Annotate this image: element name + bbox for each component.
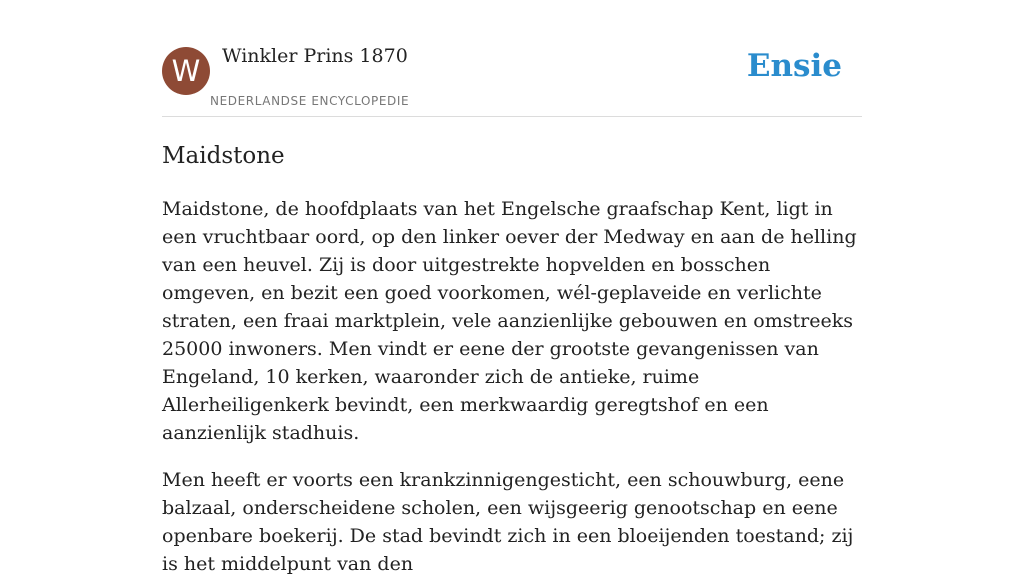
- article-paragraph: Maidstone, de hoofdplaats van het Engelsche graafschap Kent, ligt in een vruchtbaar oord, op den linker oever der Medway en aan de helling van een heuvel. Zij is door uitgestrekte hopvelden en bosschen omgeven, en bezit een goed voorkomen, wél-geplaveide en verlichte straten, een fraai marktplein, vele aanzienlijke gebouwen en omstreeks 25000 inwoners. Men vindt er eene der grootste gevangenissen van Engeland, 10 kerken, waaronder zich de antieke, ruime Allerheiligenkerk bevindt, een merkwaardig geregtshof en een aanzienlijk stadhuis.: [162, 198, 857, 444]
- source-title[interactable]: Winkler Prins 1870: [222, 45, 408, 67]
- article-title: Maidstone: [162, 143, 285, 169]
- source-header: [162, 0, 862, 117]
- source-avatar[interactable]: W: [162, 47, 210, 95]
- article-paragraph: Men heeft er voorts een krankzinnigengesticht, een schouwburg, eene balzaal, onderscheidene scholen, een wijsgeerig genootschap en eene openbare boekerij. De stad bevindt zich in een bloeijenden toestand; zij is het middelpunt van den: [162, 469, 854, 575]
- article-body: [162, 195, 862, 578]
- content-column: [162, 0, 862, 578]
- source-subtitle: NEDERLANDSE ENCYCLOPEDIE: [210, 94, 410, 108]
- ensie-logo-link[interactable]: Ensie: [746, 48, 842, 84]
